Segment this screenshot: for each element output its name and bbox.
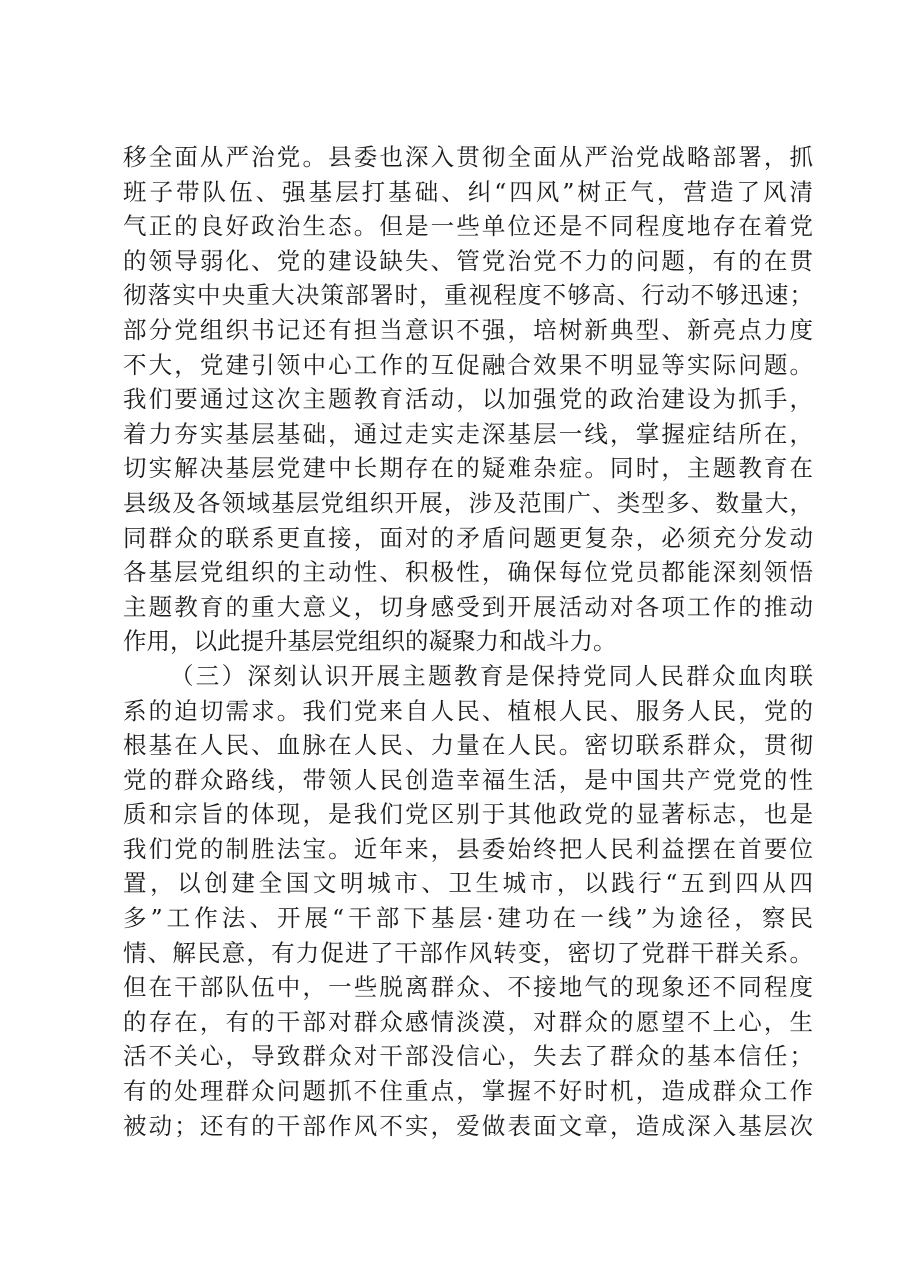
text-line: 气正的良好政治生态。但是一些单位还是不同程度地存在着党 [123, 212, 813, 241]
text-line: 部分党组织书记还有担当意识不强，培树新典型、新亮点力度 [123, 315, 813, 344]
section-heading-line: （三）深刻认识开展主题教育是保持党同人民群众血肉联 [170, 661, 813, 690]
text-line: 班子带队伍、强基层打基础、纠“四风”树正气，营造了风清 [123, 177, 813, 206]
text-line: 同群众的联系更直接，面对的矛盾问题更复杂，必须充分发动 [123, 523, 813, 552]
text-line: 的领导弱化、党的建设缺失、管党治党不力的问题，有的在贯 [123, 246, 813, 275]
text-line: 作用，以此提升基层党组织的凝聚力和战斗力。 [123, 627, 617, 656]
text-line: 党的群众路线，带领人民创造幸福生活，是中国共产党党的性 [123, 765, 813, 794]
text-line: 根基在人民、血脉在人民、力量在人民。密切联系群众，贯彻 [123, 731, 813, 760]
text-line: 移全面从严治党。县委也深入贯彻全面从严治党战略部署，抓 [123, 143, 813, 171]
text-line: 彻落实中央重大决策部署时，重视程度不够高、行动不够迅速； [123, 281, 813, 310]
text-line: 我们党的制胜法宝。近年来，县委始终把人民利益摆在首要位 [123, 834, 813, 863]
text-line: 活不关心，导致群众对干部没信心，失去了群众的基本信任； [123, 1042, 813, 1071]
body-text [123, 140, 813, 1143]
text-line: 我们要通过这次主题教育活动，以加强党的政治建设为抓手， [123, 385, 813, 414]
text-line: 多”工作法、开展“干部下基层·建功在一线”为途径，察民 [123, 904, 813, 933]
text-line: 有的处理群众问题抓不住重点，掌握不好时机，造成群众工作 [123, 1077, 813, 1106]
text-line: 切实解决基层党建中长期存在的疑难杂症。同时，主题教育在 [123, 454, 813, 483]
text-line: 主题教育的重大意义，切身感受到开展活动对各项工作的推动 [123, 592, 813, 621]
text-line: 置，以创建全国文明城市、卫生城市，以践行“五到四从四 [123, 869, 813, 898]
text-line: 质和宗旨的体现，是我们党区别于其他政党的显著标志，也是 [123, 800, 813, 829]
text-line: 系的迫切需求。我们党来自人民、植根人民、服务人民，党的 [123, 696, 813, 725]
text-line: 各基层党组织的主动性、积极性，确保每位党员都能深刻领悟 [123, 558, 813, 587]
text-line: 情、解民意，有力促进了干部作风转变，密切了党群干群关系。 [123, 938, 813, 967]
text-line: 县级及各领域基层党组织开展，涉及范围广、类型多、数量大， [123, 488, 813, 517]
text-line: 被动；还有的干部作风不实，爱做表面文章，造成深入基层次 [123, 1111, 813, 1140]
text-line: 的存在，有的干部对群众感情淡漠，对群众的愿望不上心，生 [123, 1007, 813, 1036]
text-line: 着力夯实基层基础，通过走实走深基层一线，掌握症结所在， [123, 419, 813, 448]
text-line: 但在干部队伍中，一些脱离群众、不接地气的现象还不同程度 [123, 973, 813, 1002]
text-line: 不大，党建引领中心工作的互促融合效果不明显等实际问题。 [123, 350, 813, 379]
